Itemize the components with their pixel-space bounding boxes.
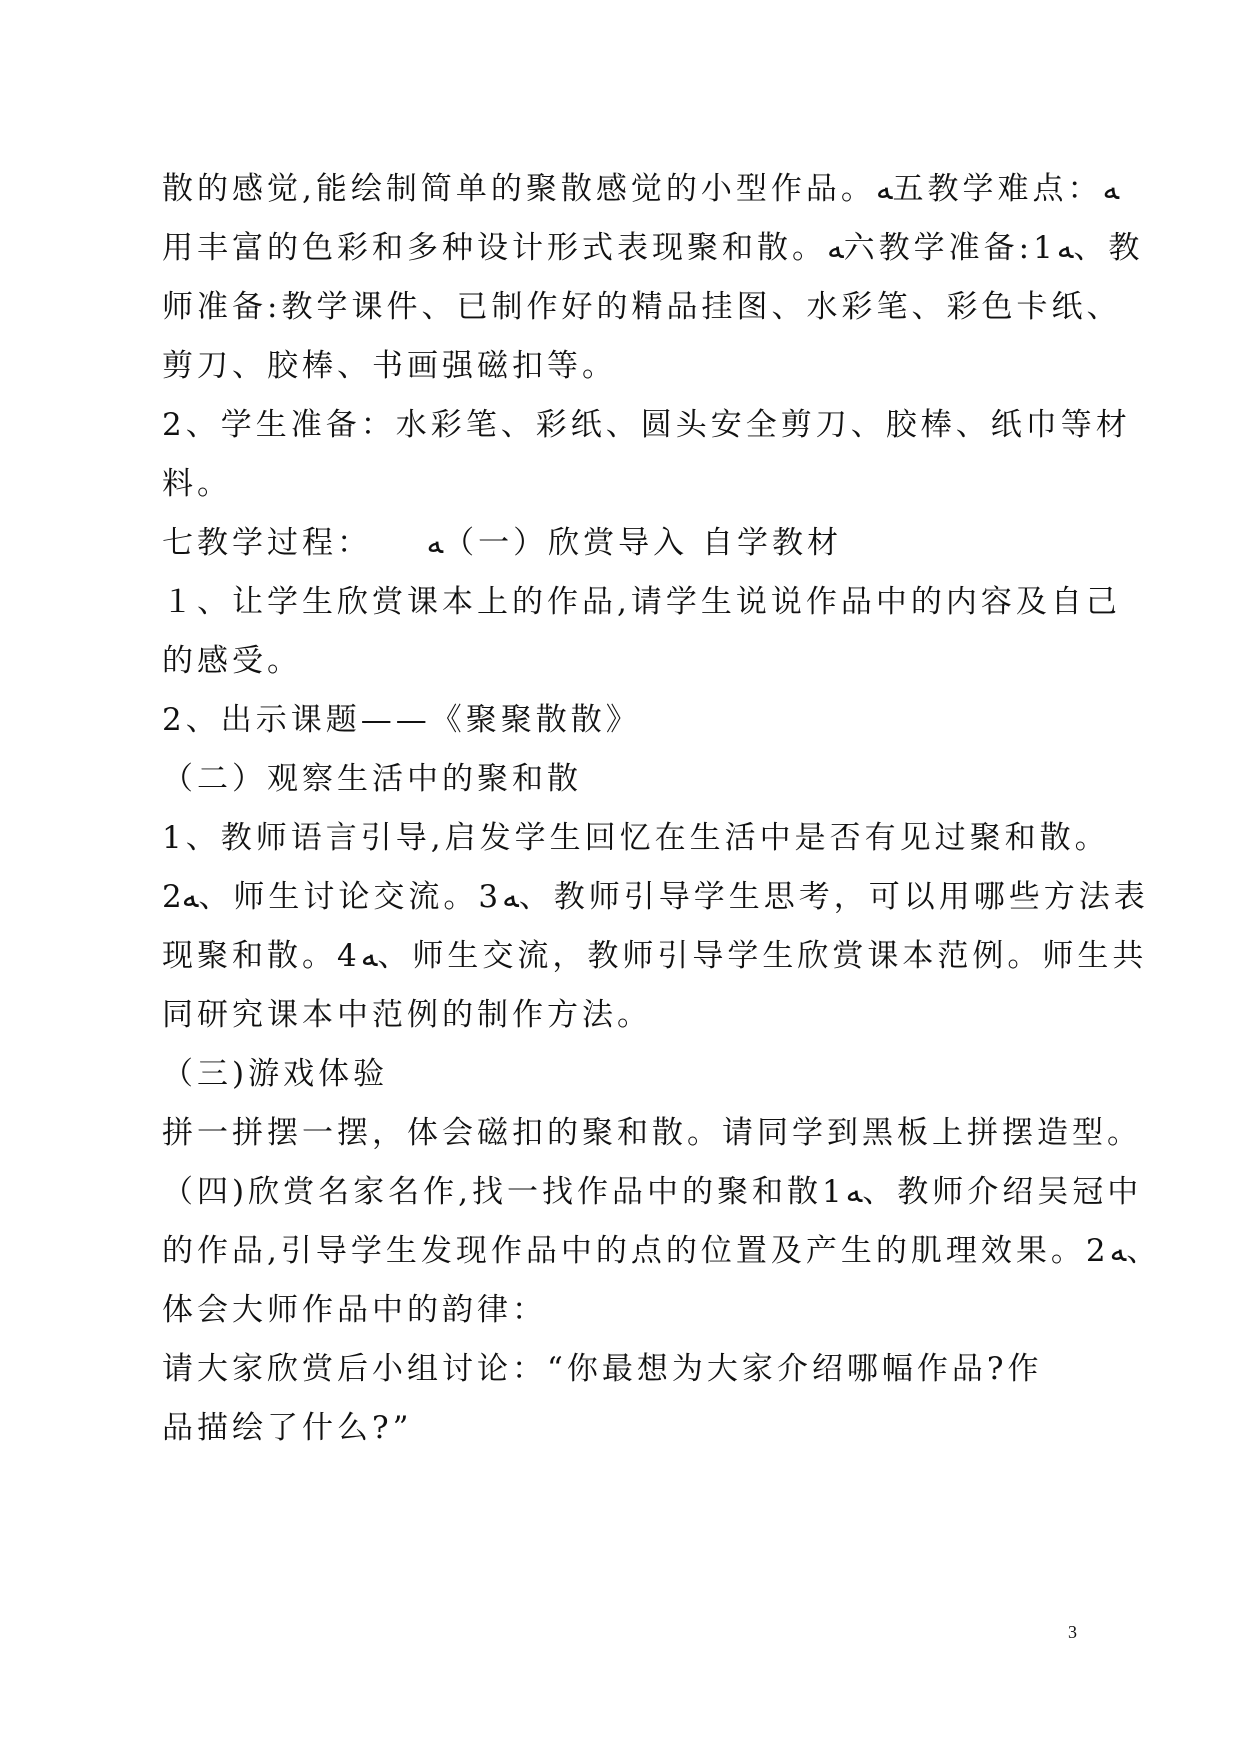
section-heading: （三)游戏体验 xyxy=(162,1056,389,1092)
text-line: 的作品,引导学生发现作品中的点的位置及产生的肌理效果。2ﻪ、 xyxy=(162,1233,1162,1269)
page-number: 3 xyxy=(1068,1622,1077,1642)
text-line: 同研究课本中范例的制作方法。 xyxy=(162,997,652,1033)
text-line: 品描绘了什么?” xyxy=(162,1410,413,1446)
text-line: 师准备:教学课件、已制作好的精品挂图、水彩笔、彩色卡纸、 xyxy=(162,289,1122,325)
text-line: 请大家欣赏后小组讨论：“你最想为大家介绍哪幅作品?作 xyxy=(162,1351,1043,1387)
text-line: 散的感觉,能绘制简单的聚散感觉的小型作品。ﻪ五教学难点：ﻪ xyxy=(162,171,1120,207)
text-line: 2、学生准备：水彩笔、彩纸、圆头安全剪刀、胶棒、纸巾等材 xyxy=(162,407,1131,443)
text-line: 的感受。 xyxy=(162,643,302,679)
text-line: 现聚和散。4ﻪ、师生交流，教师引导学生欣赏课本范例。师生共 xyxy=(162,938,1148,974)
text-line: 剪刀、胶棒、书画强磁扣等。 xyxy=(162,348,617,384)
text-line: １、让学生欣赏课本上的作品,请学生说说作品中的内容及自己 xyxy=(162,584,1121,620)
text-line: 1、教师语言引导,启发学生回忆在生活中是否有见过聚和散。 xyxy=(162,820,1110,856)
text-line: 体会大师作品中的韵律： xyxy=(162,1292,547,1328)
text-line: 用丰富的色彩和多种设计形式表现聚和散。ﻪ六教学准备:1ﻪ、教 xyxy=(162,230,1144,266)
text-line: 2、出示课题——《聚聚散散》 xyxy=(162,702,641,738)
text-line: （四)欣赏名家名作,找一找作品中的聚和散1ﻪ、教师介绍吴冠中 xyxy=(162,1174,1143,1210)
text-line: 拼一拼摆一摆，体会磁扣的聚和散。请同学到黑板上拼摆造型。 xyxy=(162,1115,1142,1151)
text-line: 2ﻪ、师生讨论交流。3ﻪ、教师引导学生思考，可以用哪些方法表 xyxy=(162,879,1149,915)
section-heading: 七教学过程： ﻪ（一）欣赏导入 自学教材 xyxy=(162,525,842,561)
text-line: 料。 xyxy=(162,466,232,502)
section-heading: （二）观察生活中的聚和散 xyxy=(162,761,582,797)
